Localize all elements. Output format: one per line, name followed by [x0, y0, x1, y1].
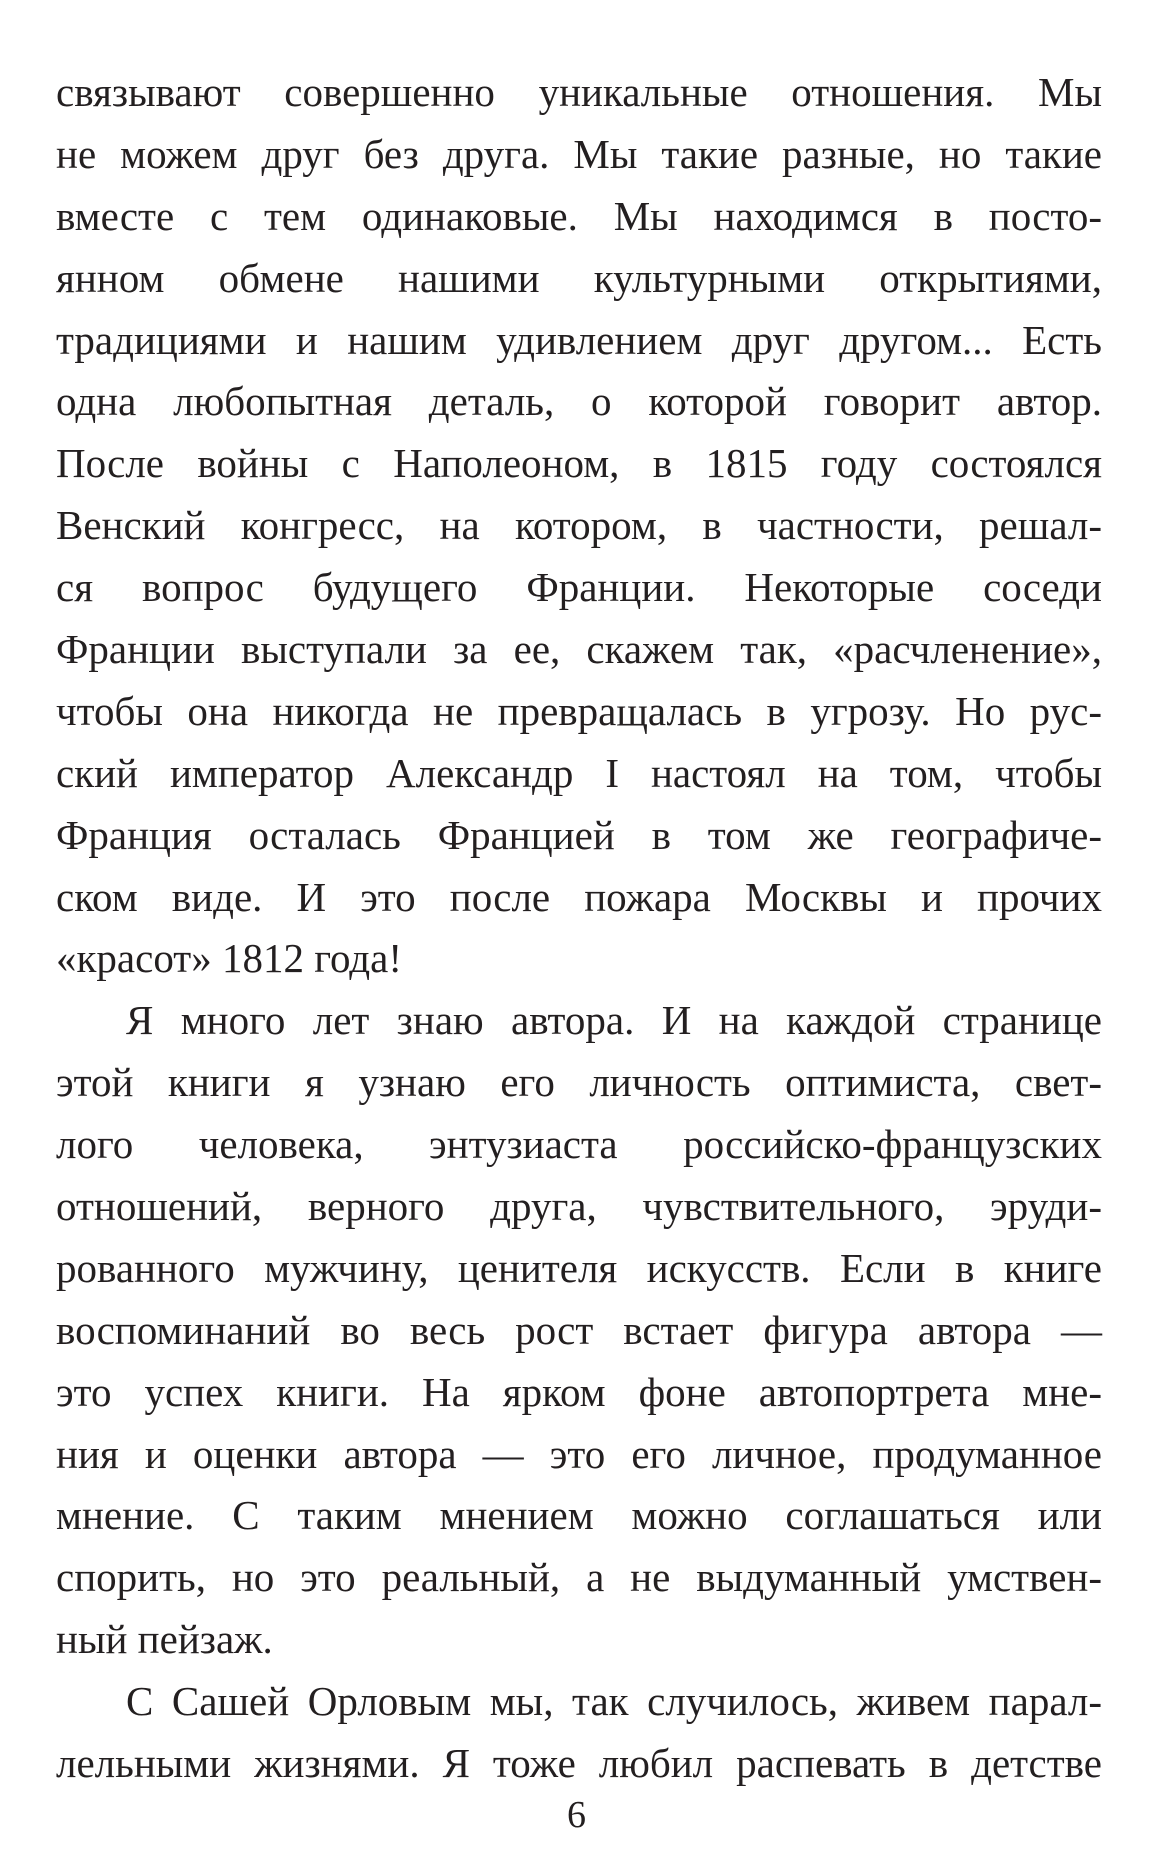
page-number: 6: [567, 1794, 586, 1836]
text-line: Венский конгресс, на котором, в частности, решал-: [56, 502, 1102, 549]
text-line: спорить, но это реальный, а не выдуманный умствен-: [56, 1554, 1102, 1601]
text-line: Франция осталась Францией в том же географиче-: [56, 811, 1102, 858]
text-line: Франции выступали за ее, скажем так, «расчленение»,: [56, 626, 1102, 673]
text-line: вместе с тем одинаковые. Мы находимся в посто-: [56, 192, 1102, 239]
body-text: [56, 62, 1102, 1795]
text-line: ся вопрос будущего Франции. Некоторые соседи: [56, 564, 1102, 611]
text-line: связывают совершенно уникальные отношения. Мы: [56, 69, 1102, 115]
text-line: отношений, верного друга, чувствительного, эруди-: [56, 1183, 1102, 1230]
text-line: это успех книги. На ярком фоне автопортрета мне-: [56, 1368, 1102, 1415]
text-line: После войны с Наполеоном, в 1815 году состоялся: [56, 440, 1102, 487]
text-line: С Сашей Орловым мы, так случилось, живем парал-: [126, 1678, 1102, 1725]
text-line: ный пейзаж.: [56, 1616, 273, 1663]
text-line: традициями и нашим удивлением друг другом... Есть: [56, 316, 1102, 363]
text-line: янном обмене нашими культурными открытиями,: [56, 254, 1102, 301]
text-line: лого человека, энтузиаста российско-французских: [56, 1121, 1102, 1168]
text-line: рованного мужчину, ценителя искусств. Если в книге: [56, 1244, 1102, 1291]
text-line: мнение. С таким мнением можно соглашаться или: [56, 1492, 1102, 1539]
text-line: воспоминаний во весь рост встает фигура автора —: [56, 1306, 1102, 1353]
text-line: чтобы она никогда не превращалась в угрозу. Но рус-: [56, 687, 1102, 734]
text-line: не можем друг без друга. Мы такие разные, но такие: [56, 130, 1102, 177]
text-line: этой книги я узнаю его личность оптимиста, свет-: [56, 1059, 1102, 1106]
text-line: Я много лет знаю автора. И на каждой странице: [126, 997, 1102, 1044]
text-line: одна любопытная деталь, о которой говорит автор.: [56, 378, 1102, 425]
text-line: ния и оценки автора — это его личное, продуманное: [56, 1430, 1102, 1477]
text-line: ский император Александр I настоял на том, чтобы: [56, 749, 1102, 796]
text-line: ском виде. И это после пожара Москвы и прочих: [56, 873, 1102, 920]
text-line: «красот» 1812 года!: [56, 935, 403, 982]
text-line: лельными жизнями. Я тоже любил распевать в детстве: [56, 1740, 1102, 1787]
